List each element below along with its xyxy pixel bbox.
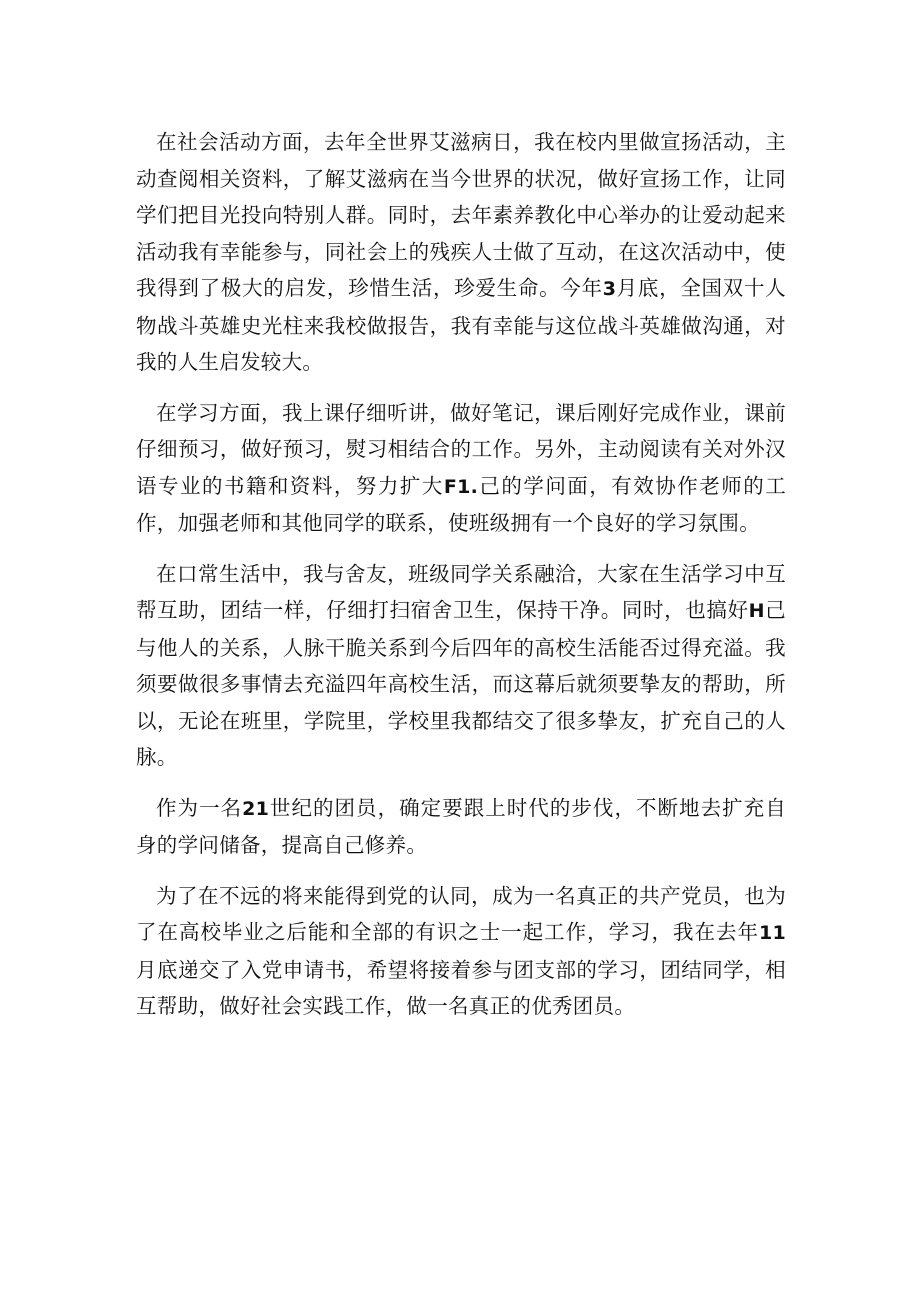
paragraph-daily-life: 在口常生活中，我与舍友，班级同学关系融洽，大家在生活学习中互帮互助，团结一样，仔细打扫宿舍卫生，保持干净。同时，也搞好H己与他人的关系，人脉干脆关系到今后四年的高校生活能否过得充溢。我须要做很多事情去充溢四年高校生活，而这幕后就须要挚友的帮助，所以，无论在班里，学院里，学校里我都结交了很多挚友，扩充自己的人脉。 <box>136 561 786 769</box>
paragraph-social-activities: 在社会活动方面，去年全世界艾滋病日，我在校内里做宣扬活动，主动查阅相关资料，了解艾滋病在当今世界的状况，做好宣扬工作，让同学们把目光投向特别人群。同时，去年素养教化中心举办的让爱动起来活动我有幸能参与，同社会上的残疾人士做了互动，在这次活动中，使我得到了极大的启发，珍惜生活，珍爱生命。今年3月底，全国双十人物战斗英雄史光柱来我校做报告，我有幸能与这位战斗英雄做沟通，对我的人生启发较大。 <box>136 130 786 374</box>
paragraph-study: 在学习方面，我上课仔细听讲，做好笔记，课后刚好完成作业，课前仔细预习，做好预习，熨习相结合的工作。另外，主动阅读有关对外汉语专业的书籍和资料，努力扩大F1.己的学问面，有效协作老师的工作，加强老师和其他同学的联系，使班级拥有一个良好的学习氛围。 <box>136 400 787 535</box>
paragraph-league-member: 作为一名21世纪的团员，确定要跟上时代的步伐，不断地去扩充自身的学问储备，提高自己修养。 <box>136 795 786 857</box>
document-body <box>136 124 786 1039</box>
paragraph-party-application: 为了在不远的将来能得到党的认同，成为一名真正的共产党员，也为了在高校毕业之后能和全部的有识之士一起工作，学习，我在去年11月底递交了入党申请书，希望将接着参与团支部的学习，团结同学，相互帮助，做好社会实践工作，做一名真正的优秀团员。 <box>136 883 786 1018</box>
